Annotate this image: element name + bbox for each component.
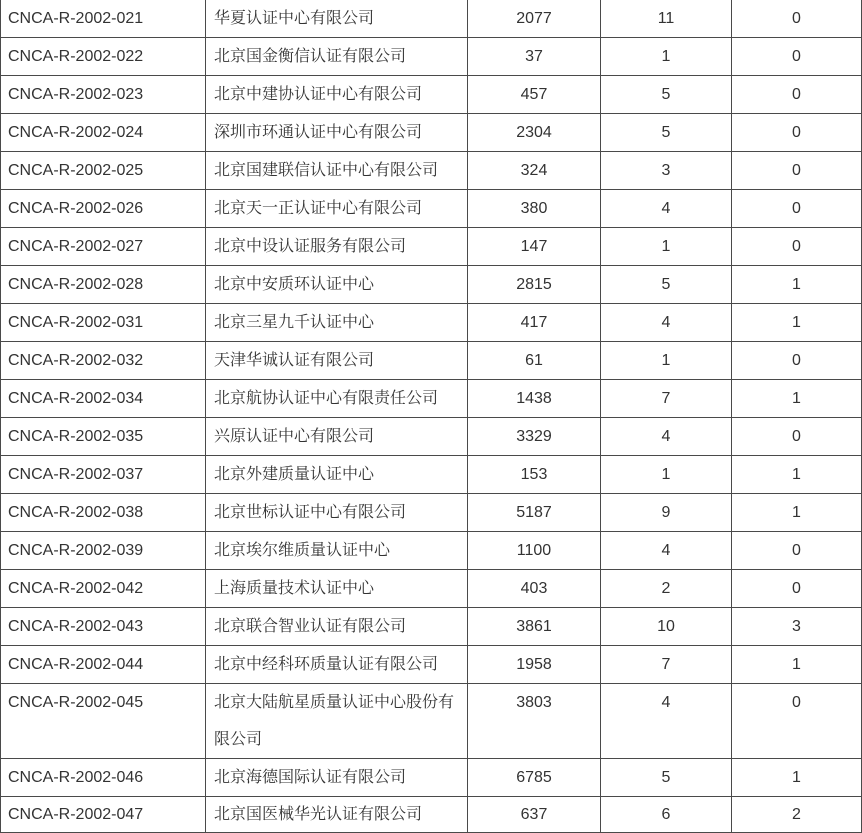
cell-col5: 2 xyxy=(732,797,862,833)
table-row xyxy=(0,266,862,304)
cell-col3: 2077 xyxy=(468,0,601,38)
cell-col3: 1958 xyxy=(468,646,601,684)
cell-col3: 153 xyxy=(468,456,601,494)
cell-code: CNCA-R-2002-034 xyxy=(0,380,206,418)
table-row xyxy=(0,114,862,152)
cell-col3: 417 xyxy=(468,304,601,342)
cell-col4: 10 xyxy=(601,608,732,646)
cell-organization-name: 北京天一正认证中心有限公司 xyxy=(206,190,468,228)
cell-col5: 0 xyxy=(732,190,862,228)
cell-organization-name: 北京大陆航星质量认证中心股份有限公司 xyxy=(206,684,468,759)
cell-code: CNCA-R-2002-032 xyxy=(0,342,206,380)
cell-organization-name: 北京外建质量认证中心 xyxy=(206,456,468,494)
cell-col3: 5187 xyxy=(468,494,601,532)
cell-code: CNCA-R-2002-021 xyxy=(0,0,206,38)
cell-col4: 7 xyxy=(601,380,732,418)
cell-organization-name: 北京中设认证服务有限公司 xyxy=(206,228,468,266)
table-row xyxy=(0,797,862,833)
cell-col4: 2 xyxy=(601,570,732,608)
cell-col4: 5 xyxy=(601,114,732,152)
cell-col4: 4 xyxy=(601,304,732,342)
cell-code: CNCA-R-2002-022 xyxy=(0,38,206,76)
cell-col4: 7 xyxy=(601,646,732,684)
table-row xyxy=(0,304,862,342)
table-row xyxy=(0,646,862,684)
cell-organization-name: 北京三星九千认证中心 xyxy=(206,304,468,342)
cell-code: CNCA-R-2002-042 xyxy=(0,570,206,608)
cell-code: CNCA-R-2002-046 xyxy=(0,759,206,797)
cell-col4: 11 xyxy=(601,0,732,38)
cell-col3: 6785 xyxy=(468,759,601,797)
cell-code: CNCA-R-2002-043 xyxy=(0,608,206,646)
cell-organization-name: 北京国建联信认证中心有限公司 xyxy=(206,152,468,190)
cell-col4: 1 xyxy=(601,38,732,76)
cell-col5: 0 xyxy=(732,228,862,266)
cell-col3: 61 xyxy=(468,342,601,380)
cell-col3: 1100 xyxy=(468,532,601,570)
cell-col3: 147 xyxy=(468,228,601,266)
table-row xyxy=(0,418,862,456)
cell-organization-name: 北京中建协认证中心有限公司 xyxy=(206,76,468,114)
cell-col4: 9 xyxy=(601,494,732,532)
cell-code: CNCA-R-2002-045 xyxy=(0,684,206,759)
cell-code: CNCA-R-2002-025 xyxy=(0,152,206,190)
cell-code: CNCA-R-2002-024 xyxy=(0,114,206,152)
cell-code: CNCA-R-2002-031 xyxy=(0,304,206,342)
cell-organization-name: 深圳市环通认证中心有限公司 xyxy=(206,114,468,152)
cell-col4: 1 xyxy=(601,456,732,494)
table-row xyxy=(0,380,862,418)
cell-col5: 1 xyxy=(732,494,862,532)
cell-col4: 1 xyxy=(601,228,732,266)
table-row xyxy=(0,570,862,608)
cell-col4: 5 xyxy=(601,76,732,114)
table-row xyxy=(0,38,862,76)
cell-organization-name: 兴原认证中心有限公司 xyxy=(206,418,468,456)
cell-col3: 3803 xyxy=(468,684,601,759)
table-row xyxy=(0,684,862,759)
cell-organization-name: 北京联合智业认证有限公司 xyxy=(206,608,468,646)
cell-col5: 0 xyxy=(732,0,862,38)
table-row xyxy=(0,228,862,266)
table-row xyxy=(0,342,862,380)
cell-organization-name: 天津华诚认证有限公司 xyxy=(206,342,468,380)
cell-col5: 0 xyxy=(732,342,862,380)
table-row xyxy=(0,759,862,797)
cell-code: CNCA-R-2002-039 xyxy=(0,532,206,570)
cell-code: CNCA-R-2002-047 xyxy=(0,797,206,833)
cell-col5: 1 xyxy=(732,759,862,797)
cell-organization-name: 北京世标认证中心有限公司 xyxy=(206,494,468,532)
cell-col3: 3329 xyxy=(468,418,601,456)
cell-col3: 3861 xyxy=(468,608,601,646)
cell-organization-name: 北京中经科环质量认证有限公司 xyxy=(206,646,468,684)
cell-col5: 0 xyxy=(732,152,862,190)
cell-code: CNCA-R-2002-023 xyxy=(0,76,206,114)
cell-col3: 2815 xyxy=(468,266,601,304)
cell-organization-name: 北京国医械华光认证有限公司 xyxy=(206,797,468,833)
table-row xyxy=(0,532,862,570)
cell-col4: 4 xyxy=(601,190,732,228)
cell-col5: 1 xyxy=(732,266,862,304)
cell-organization-name: 华夏认证中心有限公司 xyxy=(206,0,468,38)
cell-col4: 4 xyxy=(601,532,732,570)
cell-col5: 0 xyxy=(732,570,862,608)
cell-col5: 3 xyxy=(732,608,862,646)
cell-code: CNCA-R-2002-027 xyxy=(0,228,206,266)
cell-col5: 1 xyxy=(732,646,862,684)
cell-col5: 0 xyxy=(732,114,862,152)
cell-col4: 6 xyxy=(601,797,732,833)
cell-organization-name: 北京航协认证中心有限责任公司 xyxy=(206,380,468,418)
cell-col5: 0 xyxy=(732,418,862,456)
cell-col5: 0 xyxy=(732,684,862,759)
table-row xyxy=(0,608,862,646)
cell-code: CNCA-R-2002-038 xyxy=(0,494,206,532)
table-row xyxy=(0,76,862,114)
cell-col3: 637 xyxy=(468,797,601,833)
table-row xyxy=(0,494,862,532)
cell-col3: 403 xyxy=(468,570,601,608)
cell-col3: 380 xyxy=(468,190,601,228)
cell-code: CNCA-R-2002-037 xyxy=(0,456,206,494)
cell-col5: 1 xyxy=(732,304,862,342)
cell-code: CNCA-R-2002-026 xyxy=(0,190,206,228)
cell-organization-name: 北京中安质环认证中心 xyxy=(206,266,468,304)
cell-code: CNCA-R-2002-044 xyxy=(0,646,206,684)
cell-col4: 3 xyxy=(601,152,732,190)
cell-col5: 1 xyxy=(732,456,862,494)
table-row xyxy=(0,152,862,190)
cell-col3: 1438 xyxy=(468,380,601,418)
table-row xyxy=(0,190,862,228)
cell-organization-name: 北京埃尔维质量认证中心 xyxy=(206,532,468,570)
cell-col3: 37 xyxy=(468,38,601,76)
cell-col4: 5 xyxy=(601,266,732,304)
cell-col4: 4 xyxy=(601,684,732,759)
cell-organization-name: 北京海德国际认证有限公司 xyxy=(206,759,468,797)
cell-col5: 0 xyxy=(732,76,862,114)
table-row xyxy=(0,0,862,38)
cell-col3: 457 xyxy=(468,76,601,114)
cell-code: CNCA-R-2002-035 xyxy=(0,418,206,456)
cell-code: CNCA-R-2002-028 xyxy=(0,266,206,304)
cell-col5: 0 xyxy=(732,532,862,570)
cell-organization-name: 上海质量技术认证中心 xyxy=(206,570,468,608)
cell-col4: 4 xyxy=(601,418,732,456)
cell-col3: 324 xyxy=(468,152,601,190)
cell-col4: 1 xyxy=(601,342,732,380)
cell-col5: 1 xyxy=(732,380,862,418)
cell-col5: 0 xyxy=(732,38,862,76)
cell-col3: 2304 xyxy=(468,114,601,152)
cell-col4: 5 xyxy=(601,759,732,797)
cell-organization-name: 北京国金衡信认证有限公司 xyxy=(206,38,468,76)
table-row xyxy=(0,456,862,494)
